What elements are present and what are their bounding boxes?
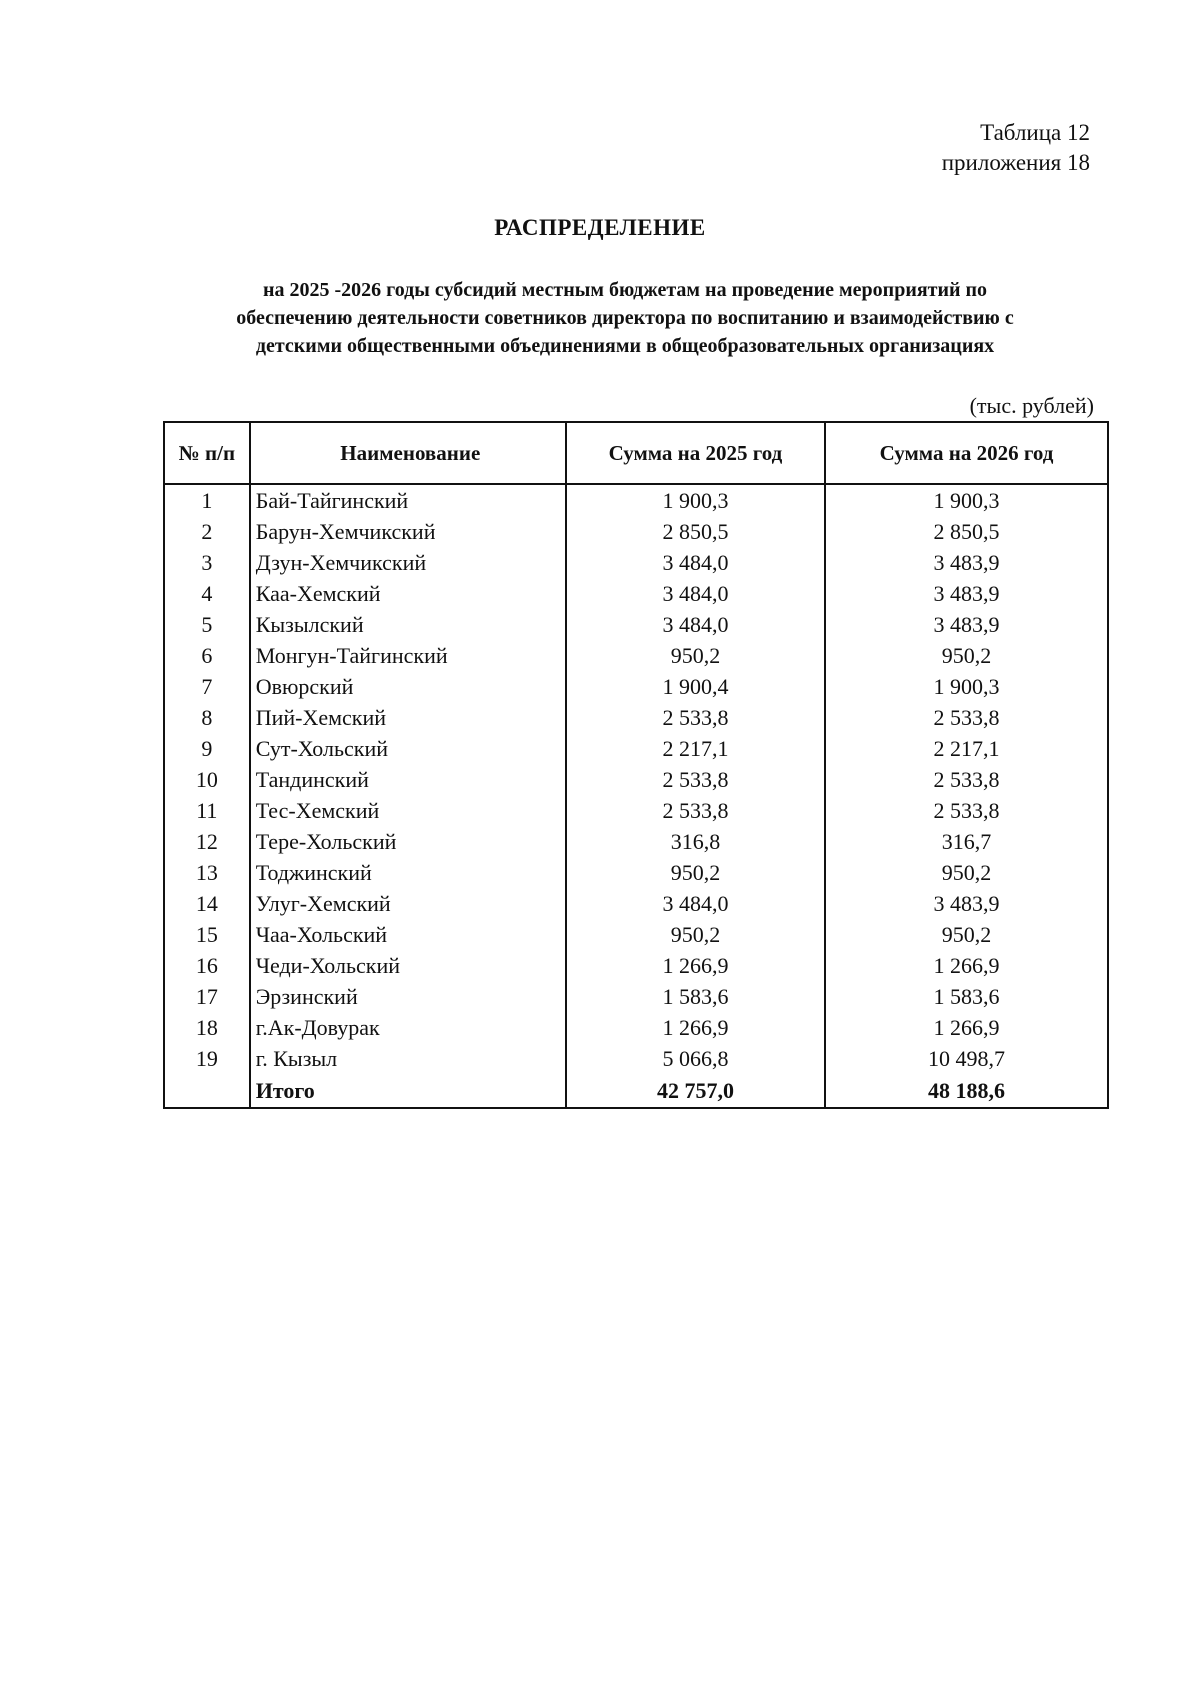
sum-2025: 316,8 xyxy=(566,826,825,857)
table-row xyxy=(164,919,1108,950)
sum-2026: 10 498,7 xyxy=(825,1043,1108,1074)
table-header-row xyxy=(164,422,1108,484)
district-name: Тес-Хемский xyxy=(250,795,566,826)
subtitle-line: детскими общественными объединениями в общеобразовательных организациях xyxy=(255,335,995,357)
sum-2025: 950,2 xyxy=(566,640,825,671)
sum-2025: 1 266,9 xyxy=(566,950,825,981)
sum-2026: 1 266,9 xyxy=(825,1012,1108,1043)
table-row xyxy=(164,671,1108,702)
row-number: 10 xyxy=(164,764,250,795)
district-name: Сут-Хольский xyxy=(250,733,566,764)
sum-2025: 2 533,8 xyxy=(566,795,825,826)
row-number: 4 xyxy=(164,578,250,609)
sum-2026: 3 483,9 xyxy=(825,547,1108,578)
table-row xyxy=(164,484,1108,516)
row-number: 13 xyxy=(164,857,250,888)
row-number: 16 xyxy=(164,950,250,981)
table-row xyxy=(164,1043,1108,1074)
sum-2026: 2 533,8 xyxy=(825,795,1108,826)
table-row xyxy=(164,795,1108,826)
district-name: Улуг-Хемский xyxy=(250,888,566,919)
table-number: Таблица 12 xyxy=(980,120,1090,145)
sum-2025: 950,2 xyxy=(566,857,825,888)
table-row xyxy=(164,609,1108,640)
district-name: Монгун-Тайгинский xyxy=(250,640,566,671)
subtitle-line: обеспечению деятельности советников директора по воспитанию и взаимодействию с xyxy=(236,307,1014,329)
sum-2025: 3 484,0 xyxy=(566,888,825,919)
row-number: 6 xyxy=(164,640,250,671)
row-number: 14 xyxy=(164,888,250,919)
column-header-name: Наименование xyxy=(250,422,566,484)
units-note: (тыс. рублей) xyxy=(969,393,1094,418)
sum-2026: 2 850,5 xyxy=(825,516,1108,547)
sum-2025: 2 850,5 xyxy=(566,516,825,547)
sum-2025: 3 484,0 xyxy=(566,547,825,578)
sum-2026: 1 900,3 xyxy=(825,671,1108,702)
row-number: 3 xyxy=(164,547,250,578)
district-name: Каа-Хемский xyxy=(250,578,566,609)
district-name: г. Кызыл xyxy=(250,1043,566,1074)
row-number: 8 xyxy=(164,702,250,733)
district-name: Кызылский xyxy=(250,609,566,640)
sum-2026: 1 583,6 xyxy=(825,981,1108,1012)
table-row xyxy=(164,857,1108,888)
sum-2026: 1 266,9 xyxy=(825,950,1108,981)
table-row xyxy=(164,702,1108,733)
district-name: Чаа-Хольский xyxy=(250,919,566,950)
sum-2025: 2 533,8 xyxy=(566,702,825,733)
sum-2026: 3 483,9 xyxy=(825,609,1108,640)
document-subtitle xyxy=(150,276,1100,360)
sum-2026: 950,2 xyxy=(825,640,1108,671)
total-sum-2025: 42 757,0 xyxy=(566,1074,825,1108)
total-number-cell xyxy=(164,1074,250,1108)
row-number: 5 xyxy=(164,609,250,640)
district-name: Тере-Хольский xyxy=(250,826,566,857)
district-name: Дзун-Хемчикский xyxy=(250,547,566,578)
row-number: 11 xyxy=(164,795,250,826)
sum-2025: 3 484,0 xyxy=(566,609,825,640)
sum-2025: 3 484,0 xyxy=(566,578,825,609)
sum-2026: 2 217,1 xyxy=(825,733,1108,764)
sum-2026: 3 483,9 xyxy=(825,888,1108,919)
sum-2026: 950,2 xyxy=(825,857,1108,888)
sum-2025: 5 066,8 xyxy=(566,1043,825,1074)
row-number: 12 xyxy=(164,826,250,857)
distribution-table xyxy=(163,421,1109,1109)
appendix-number: приложения 18 xyxy=(941,150,1090,175)
table-row xyxy=(164,640,1108,671)
row-number: 9 xyxy=(164,733,250,764)
row-number: 18 xyxy=(164,1012,250,1043)
row-number: 7 xyxy=(164,671,250,702)
table-reference xyxy=(942,118,1090,178)
district-name: Тоджинский xyxy=(250,857,566,888)
sum-2025: 1 900,3 xyxy=(566,484,825,516)
column-header-2026: Сумма на 2026 год xyxy=(825,422,1108,484)
district-name: Пий-Хемский xyxy=(250,702,566,733)
subtitle-line: на 2025 -2026 годы субсидий местным бюджетам на проведение мероприятий по xyxy=(262,279,988,301)
sum-2025: 1 900,4 xyxy=(566,671,825,702)
sum-2026: 2 533,8 xyxy=(825,764,1108,795)
district-name: Эрзинский xyxy=(250,981,566,1012)
row-number: 1 xyxy=(164,484,250,516)
column-header-number: № п/п xyxy=(164,422,250,484)
table-row xyxy=(164,547,1108,578)
sum-2026: 316,7 xyxy=(825,826,1108,857)
total-label: Итого xyxy=(250,1074,566,1108)
table-row xyxy=(164,826,1108,857)
document-title: РАСПРЕДЕЛЕНИЕ xyxy=(494,215,706,240)
table-row xyxy=(164,578,1108,609)
sum-2025: 2 217,1 xyxy=(566,733,825,764)
total-row xyxy=(164,1074,1108,1108)
table-row xyxy=(164,764,1108,795)
row-number: 19 xyxy=(164,1043,250,1074)
table-row xyxy=(164,981,1108,1012)
table-row xyxy=(164,733,1108,764)
sum-2025: 2 533,8 xyxy=(566,764,825,795)
sum-2026: 3 483,9 xyxy=(825,578,1108,609)
table-row xyxy=(164,950,1108,981)
row-number: 17 xyxy=(164,981,250,1012)
total-sum-2026: 48 188,6 xyxy=(825,1074,1108,1108)
row-number: 2 xyxy=(164,516,250,547)
table-body xyxy=(164,484,1108,1108)
table-row xyxy=(164,888,1108,919)
sum-2025: 950,2 xyxy=(566,919,825,950)
table-row xyxy=(164,1012,1108,1043)
sum-2026: 1 900,3 xyxy=(825,484,1108,516)
sum-2026: 950,2 xyxy=(825,919,1108,950)
row-number: 15 xyxy=(164,919,250,950)
district-name: г.Ак-Довурак xyxy=(250,1012,566,1043)
table-row xyxy=(164,516,1108,547)
district-name: Тандинский xyxy=(250,764,566,795)
sum-2026: 2 533,8 xyxy=(825,702,1108,733)
district-name: Бай-Тайгинский xyxy=(250,484,566,516)
column-header-2025: Сумма на 2025 год xyxy=(566,422,825,484)
district-name: Барун-Хемчикский xyxy=(250,516,566,547)
sum-2025: 1 583,6 xyxy=(566,981,825,1012)
district-name: Овюрский xyxy=(250,671,566,702)
sum-2025: 1 266,9 xyxy=(566,1012,825,1043)
district-name: Чеди-Хольский xyxy=(250,950,566,981)
